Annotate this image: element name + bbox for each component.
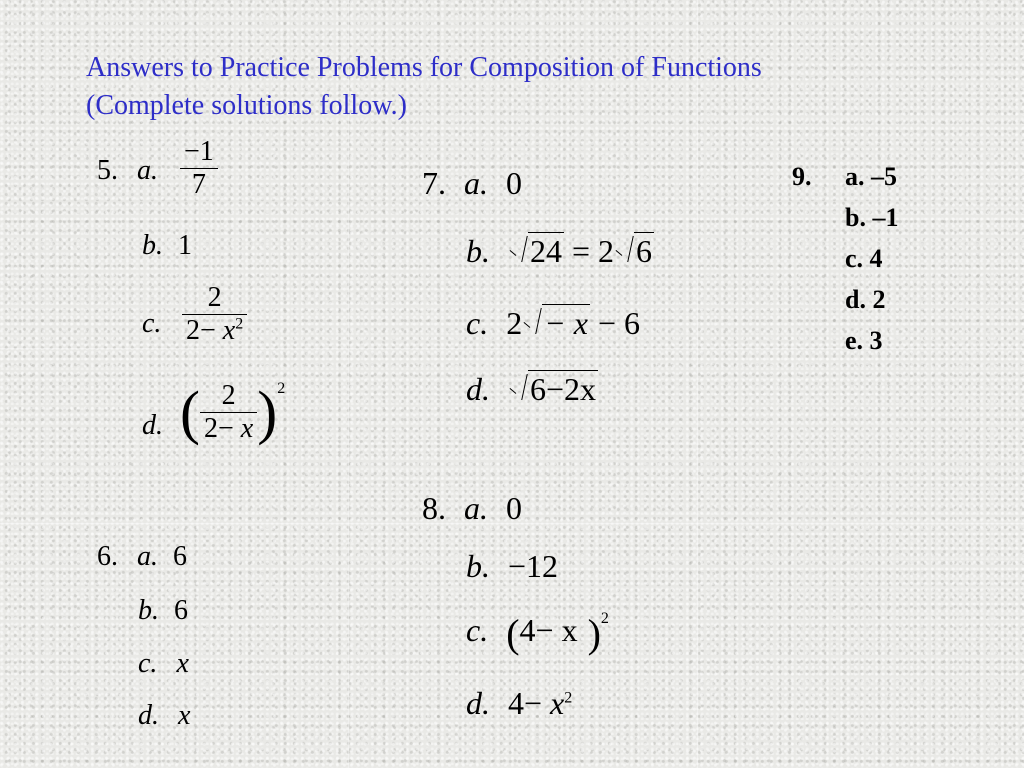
p5-d-exponent: 2 [277, 380, 286, 397]
p5-c-denominator [182, 315, 247, 347]
p7-c-post: − 6 [598, 305, 641, 341]
page-title [86, 49, 762, 125]
p5-c-den-pre: 2− [186, 315, 216, 346]
p5-d-label: d. [142, 410, 163, 441]
p6-c-label: c. [138, 648, 158, 679]
p7-a-value: 0 [506, 165, 522, 201]
p6-c-row [138, 648, 189, 680]
p8-c-row [466, 610, 609, 657]
title-line-1: Answers to Practice Problems for Composition of Functions [86, 52, 762, 83]
p5-c-label-row [142, 308, 161, 340]
p5-d-den-pre: 2− [203, 413, 234, 444]
p7-b-middle: = 2 [572, 233, 615, 269]
right-paren: ) [587, 611, 601, 656]
p7-c-pre: 2 [506, 305, 523, 341]
p8-c-exponent: 2 [600, 610, 609, 627]
p7-b-row [466, 232, 654, 270]
p5-a-label: a. [137, 155, 158, 186]
p9-item-d: d. 2 [845, 285, 886, 314]
p8-a-label: a. [464, 490, 488, 526]
p9-item-c: c. 4 [845, 244, 883, 273]
p6-number: 6. [97, 541, 118, 572]
p5-c-label: c. [142, 308, 162, 339]
p5-number: 5. [97, 155, 118, 186]
p5-b-row [142, 230, 192, 262]
p9-item-a: a. –5 [845, 162, 897, 191]
p8-d-exponent: 2 [564, 689, 573, 707]
p6-b-label: b. [138, 595, 159, 626]
p7-d-row [466, 370, 598, 408]
p8-d-pre: 4− [508, 685, 543, 721]
p7-a-label: a. [464, 165, 488, 201]
p9-item-e: e. 3 [845, 326, 883, 355]
left-paren: ( [180, 379, 200, 446]
p6-d-label: d. [138, 700, 159, 731]
p9-item-b: b. –1 [845, 203, 899, 232]
p8-c-inner: 4− x [519, 611, 578, 648]
p7-c-row [466, 304, 640, 342]
sqrt-sign [614, 232, 654, 270]
p5-b-label: b. [142, 230, 163, 261]
p5-a-fraction [180, 136, 218, 201]
p8-number: 8. [422, 490, 446, 526]
p6-d-value: x [178, 700, 191, 731]
p6-b-row [138, 595, 188, 627]
p7-d-label: d. [466, 371, 490, 407]
p5-c-numerator: 2 [207, 282, 222, 313]
p7-c-label: c. [466, 305, 489, 341]
p8-d-label: d. [466, 685, 490, 721]
p7-b-label: b. [466, 233, 490, 269]
p6-a-value: 6 [173, 541, 187, 572]
p7-b-radicand-2: 6 [636, 233, 653, 269]
p8-a-value: 0 [506, 490, 522, 526]
p6-d-row [138, 700, 190, 732]
p7-d-radicand: 6−2x [530, 371, 597, 407]
right-paren: ) [257, 379, 278, 446]
p6-b-value: 6 [174, 595, 188, 626]
p5-d-numerator: 2 [221, 380, 236, 411]
p5-c-den-var: x [222, 315, 236, 346]
p7-c-radicand: − x [544, 305, 588, 341]
p5-d-label-row [142, 410, 163, 442]
p5-d-den-var: x [240, 413, 254, 444]
p5-a-row [97, 155, 158, 187]
title-line-2: (Complete solutions follow.) [86, 90, 407, 121]
p7-number: 7. [422, 165, 446, 201]
p5-d-denominator [200, 413, 257, 445]
p5-a-numerator: −1 [184, 136, 214, 167]
p8-a-row [422, 490, 522, 527]
p7-a-row [422, 165, 522, 202]
sqrt-sign [522, 304, 590, 342]
sqrt-sign [508, 370, 598, 408]
p8-d-var: x [550, 685, 565, 721]
p5-d-expression [180, 380, 285, 445]
left-paren: ( [506, 611, 520, 656]
sqrt-sign [508, 232, 564, 270]
p5-a-denominator: 7 [191, 169, 206, 200]
p5-c-fraction [182, 282, 247, 347]
p5-b-value: 1 [178, 230, 192, 261]
p5-c-den-exp: 2 [235, 315, 244, 333]
p7-b-radicand-1: 24 [530, 233, 562, 269]
p8-d-row [466, 685, 572, 722]
p8-b-value: −12 [508, 548, 559, 584]
p8-c-label: c. [466, 611, 489, 648]
p8-b-row [466, 548, 558, 585]
p8-b-label: b. [466, 548, 490, 584]
p9-number: 9. [792, 162, 812, 191]
p6-a-label: a. [137, 541, 158, 572]
p6-c-value: x [176, 648, 189, 679]
p6-a-row [97, 541, 187, 573]
